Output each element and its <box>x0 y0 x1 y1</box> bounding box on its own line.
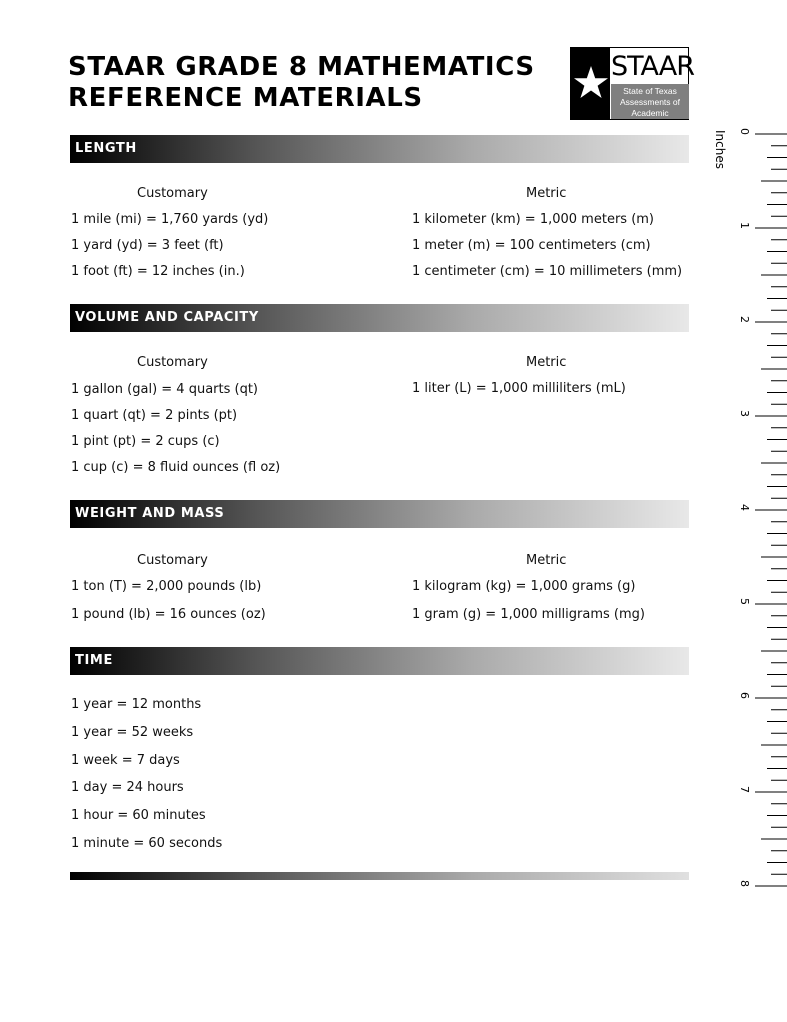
ruler-inch-number: 6 <box>738 692 751 699</box>
time-item: 1 hour = 60 minutes <box>71 808 206 823</box>
page-title <box>68 52 535 114</box>
length-customary-item: 1 foot (ft) = 12 inches (in.) <box>71 264 245 279</box>
length-metric-label: Metric <box>526 186 567 201</box>
time-item: 1 year = 52 weeks <box>71 725 194 740</box>
length-metric-item: 1 meter (m) = 100 centimeters (cm) <box>412 238 651 253</box>
length-customary-item: 1 yard (yd) = 3 feet (ft) <box>71 238 224 253</box>
title-line-1: STAAR GRADE 8 MATHEMATICS <box>68 52 535 82</box>
length-metric-item: 1 centimeter (cm) = 10 millimeters (mm) <box>412 264 683 279</box>
star-icon <box>573 65 609 101</box>
weight-metric-item: 1 gram (g) = 1,000 milligrams (mg) <box>412 607 645 622</box>
weight-metric-label: Metric <box>526 553 567 568</box>
ruler-inch-number: 0 <box>738 128 751 135</box>
length-metric-item: 1 kilometer (km) = 1,000 meters (m) <box>412 212 654 227</box>
logo-tagline-line: Academic Readiness <box>629 108 671 129</box>
weight-metric-item: 1 kilogram (kg) = 1,000 grams (g) <box>412 579 636 594</box>
section-header-weight: WEIGHT AND MASS <box>70 500 689 528</box>
logo-tagline-line: Assessments of <box>620 97 680 107</box>
ruler-inch-number: 1 <box>738 222 751 229</box>
time-item: 1 week = 7 days <box>71 753 180 768</box>
ruler-unit-label: Inches <box>713 130 727 169</box>
section-header-time: TIME <box>70 647 689 675</box>
volume-customary-item: 1 gallon (gal) = 4 quarts (qt) <box>71 382 259 397</box>
section-header-length: LENGTH <box>70 135 689 163</box>
length-customary-label: Customary <box>137 186 208 201</box>
inch-ruler <box>715 128 787 898</box>
volume-customary-item: 1 cup (c) = 8 fluid ounces (fl oz) <box>71 460 281 475</box>
logo-word: STAAR <box>611 51 694 82</box>
volume-metric-label: Metric <box>526 355 567 370</box>
logo-star-panel <box>571 48 610 119</box>
time-item: 1 day = 24 hours <box>71 780 184 795</box>
ruler-inch-number: 3 <box>738 410 751 417</box>
logo-tagline <box>611 84 689 129</box>
volume-customary-item: 1 pint (pt) = 2 cups (c) <box>71 434 220 449</box>
volume-customary-label: Customary <box>137 355 208 370</box>
ruler-inch-number: 4 <box>738 504 751 511</box>
weight-customary-item: 1 ton (T) = 2,000 pounds (lb) <box>71 579 262 594</box>
length-customary-item: 1 mile (mi) = 1,760 yards (yd) <box>71 212 269 227</box>
footer-gradient-bar <box>70 872 689 880</box>
weight-customary-item: 1 pound (lb) = 16 ounces (oz) <box>71 607 266 622</box>
ruler-inch-number: 5 <box>738 598 751 605</box>
staar-logo <box>570 47 694 129</box>
volume-metric-item: 1 liter (L) = 1,000 milliliters (mL) <box>412 381 626 396</box>
time-item: 1 minute = 60 seconds <box>71 836 223 851</box>
time-item: 1 year = 12 months <box>71 697 202 712</box>
ruler-inch-number: 7 <box>738 786 751 793</box>
weight-customary-label: Customary <box>137 553 208 568</box>
title-line-2: REFERENCE MATERIALS <box>68 83 423 113</box>
volume-customary-item: 1 quart (qt) = 2 pints (pt) <box>71 408 238 423</box>
ruler-inch-number: 8 <box>738 880 751 887</box>
ruler-inch-number: 2 <box>738 316 751 323</box>
section-header-volume: VOLUME AND CAPACITY <box>70 304 689 332</box>
logo-tagline-line: State of Texas <box>623 86 677 96</box>
